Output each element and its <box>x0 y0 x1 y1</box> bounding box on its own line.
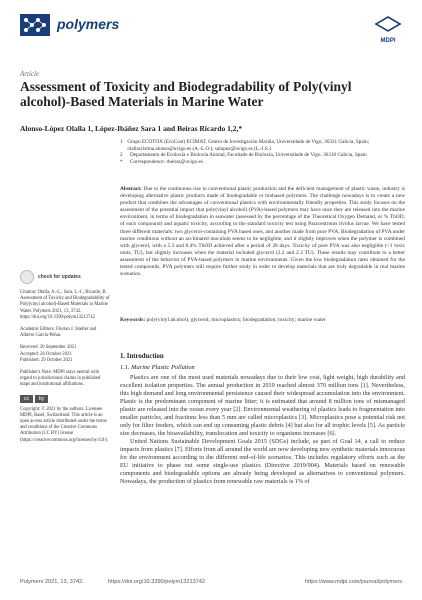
check-updates-icon <box>20 270 34 284</box>
section-heading: 1. Introduction <box>120 353 164 360</box>
sidebar <box>20 270 110 450</box>
keywords-text: poly(vinyl alcohol); glycerol; microplastics; biodegradation; toxicity; marine water <box>146 317 326 323</box>
footer-doi-link[interactable]: https://doi.org/10.3390/polym13213742 <box>108 579 206 585</box>
cc-icon: cc <box>20 395 33 403</box>
affiliations <box>120 139 410 165</box>
check-updates-label: check for updates <box>38 274 81 280</box>
journal-name: polymers <box>57 16 120 32</box>
cc-by-license-icon <box>20 395 110 403</box>
publisher-name: MDPI <box>380 38 396 44</box>
paragraph: Plastics are one of the most used materials nowadays due to their low cost, light weight, high durability and excellent isolation properties. The annual production in 2019 reached almost 370 million tons [1]. Nevertheless, this high demand and long environmental persistence caused their widespread accumulation into the environment. Plastic is the predominant component of marine litter; it is estimated that around 8 million tons of mismanaged plastic are released into the ocean every year [2]. Environmental weathering of plastics leads to fragmentation into smaller particles, and fractions less than 5 mm are called microplastics [3]. Microplastics pose a potential risk not only for filter feeders, which can end up consuming plastic debris [4] but also for all trophic levels [5]. As particle size decreases, the bioavailability, translocation and toxicity to organisms increases [6]. <box>120 374 405 437</box>
citation: Citation: Olalla, A.-L.; Sara, L.-I.; Ricardo, B. Assessment of Toxicity and Biodegradability of Poly(vinyl alcohol)-Based Materials in Marine Water. Polymers 2021, 13, 3742. https://doi.org/10.3390/polym13213742 <box>20 290 110 320</box>
date-accepted: Accepted: 26 October 2021 <box>20 351 72 357</box>
affiliation-item: * Correspondence: rbeiras@uvigo.es <box>120 158 203 165</box>
author-list: Alonso-López Olalla 1, López-Ibáñez Sara 1 and Beiras Ricardo 1,2,* <box>20 124 243 133</box>
keywords-label: Keywords: <box>120 317 146 323</box>
subsection-heading: 1.1. Marine Plastic Pollution <box>120 364 195 371</box>
publisher-note: Publisher's Note: MDPI stays neutral with regard to jurisdictional claims in published maps and institutional affiliations. <box>20 370 101 388</box>
page-header <box>20 14 402 44</box>
abstract <box>120 186 405 278</box>
copyright: Copyright: © 2021 by the authors. Licensee MDPI, Basel, Switzerland. This article is an open access article distributed under the terms and conditions of the Creative Commons Attribution (CC BY) license (https://creativecommons.org/licenses/by/4.0/). <box>20 406 109 443</box>
section-body <box>120 374 405 486</box>
date-received: Received: 30 September 2021 <box>20 345 77 351</box>
paragraph: United Nations Sustainable Development Goals 2015 (SDGs) include, as part of Goal 14, a call to reduce impacts from plastics [7]. Efforts from all around the world are now developing new synthetic materials innocuous for the environment according to the different end-of-life scenarios. This includes regulatory efforts such as the EU initiative to phase out some single-use plastics (Directive 2019/904). Materials based on renewable components and biodegradable options are already being developed as alternatives to conventional polymers. Nowadays, the production of plastics from renewable raw materials is 1% of <box>120 438 405 485</box>
article-type: Article <box>20 70 40 78</box>
dates <box>20 345 110 364</box>
footer-citation: Polymers 2021, 13, 3742. <box>20 579 84 585</box>
by-icon: by <box>35 395 48 403</box>
check-updates-button[interactable] <box>20 270 110 284</box>
mdpi-logo-icon <box>374 16 402 34</box>
date-published: Published: 29 October 2021 <box>20 357 73 363</box>
article-title: Assessment of Toxicity and Biodegradability of Poly(vinyl alcohol)-Based Materials in Marine Water <box>20 79 352 109</box>
academic-editors: Academic Editors: Florian J. Stadler and Alberto García-Peñas <box>20 327 97 339</box>
affiliation-item: 2 Departamento de Ecoloxía e Bioloxía Animal, Facultade de Bioloxía, Universidade de Vigo, 36310 Galicia, Spain <box>120 152 367 159</box>
journal-logo-icon <box>20 14 50 36</box>
keywords <box>120 317 405 324</box>
abstract-text: Due to the continuous rise in conventional plastic production and the deficient management of plastic waste, industry is developing alternative plastic products made of biodegradable or biobased polymers. The challenge nowadays is to create a new product that combines the advantages of conventional plastics with environmentally friendly properties. This study focuses on the assessment of the potential impact that poly(vinyl alcohol) (PVA)-based polymers may have once they are released into the marine environment, in terms of biodegradation in seawater (assessed by the percentage of the Theoretical Oxygen Demand, or % ThOD, of each compound) and aquatic toxicity, according to the standard toxicity test using Paracentrotus lividus larvae. We have tested three different materials: two glycerol-containing PVA based ones, and another made from pure PVA. Biodegradation of PVA under marine conditions without an acclimated inoculum seems to be negligible, and it slightly improves when the polymer is combined with glycerol, with a 5.3 and 8.4% ThOD achieved after a period of 28 days. Toxicity of pure PVA was also negligible (<1 toxic units, TU), but slightly increases when the material included glycerol (2.2 and 2.3 TU). These results may contribute to a better assessment of the behavior of PVA-based polymers in marine environments. Given the low biodegradation rates obtained for the tested compounds, PVA polymers still require further study in order to develop materials that are truly degradable in real marine scenarios. <box>120 186 405 278</box>
page-footer <box>20 579 402 585</box>
abstract-label: Abstract: <box>120 186 142 192</box>
affiliation-item: 1 Grupo ECOTOX (EcoCost) ECIMAT, Centro de Investigación Mariña, Universidade de Vigo, 36331 Galicia, Spain; olallacristina.alonso@uvigo.es (A.-L.O.); salopez@uvigo.es (L.-I.S.) <box>120 139 370 152</box>
footer-journal-link[interactable]: https://www.mdpi.com/journal/polymers <box>305 579 402 585</box>
